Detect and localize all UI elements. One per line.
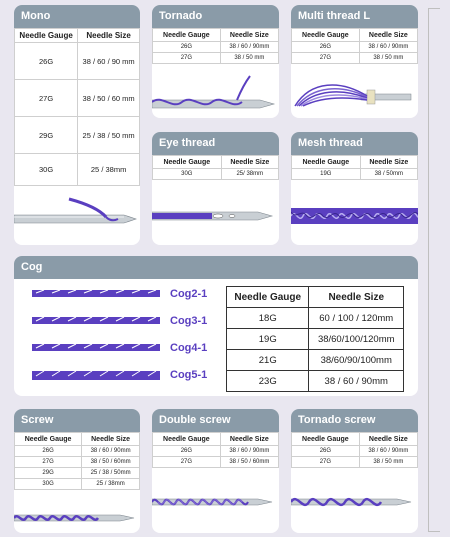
tornado-card	[152, 5, 279, 118]
cog2-1-thread	[32, 290, 160, 297]
col-header-size: Needle Size	[221, 156, 278, 169]
double-screw-needle-image	[152, 485, 279, 525]
mono-table	[14, 28, 140, 186]
page-frame-line	[428, 8, 440, 532]
cog-label: Cog2-1	[170, 288, 208, 300]
col-header-size: Needle Size	[360, 156, 417, 169]
table-cell: 38 / 50 mm	[359, 53, 417, 64]
table-cell: 19G	[227, 329, 309, 350]
cog-card	[14, 256, 418, 396]
eye-thread-needle-image	[152, 192, 279, 242]
double-screw-card	[152, 409, 279, 533]
table-cell: 38/60/100/120mm	[309, 329, 404, 350]
table-cell: 27G	[15, 457, 82, 468]
mono-title: Mono	[14, 5, 140, 28]
table-cell: 38 / 50 mm	[359, 457, 417, 468]
table-cell: 19G	[292, 169, 361, 180]
table-cell: 38/60/90/100mm	[309, 350, 404, 371]
eye-thread-title: Eye thread	[152, 132, 279, 155]
table-cell: 26G	[15, 446, 82, 457]
tornado-screw-table	[291, 432, 418, 468]
multi-thread-card	[291, 5, 418, 118]
col-header-size: Needle Size	[220, 29, 278, 42]
table-cell: 25 / 38mm	[78, 154, 140, 186]
table-cell: 26G	[292, 42, 360, 53]
table-cell: 27G	[15, 80, 78, 117]
tornado-table	[152, 28, 279, 64]
col-header-gauge: Needle Gauge	[153, 156, 222, 169]
multi-thread-table	[291, 28, 418, 64]
col-header-gauge: Needle Gauge	[153, 433, 221, 446]
col-header-gauge: Needle Gauge	[15, 433, 82, 446]
table-cell: 25/ 38mm	[221, 169, 278, 180]
table-cell: 38 / 60 / 90 mm	[78, 43, 140, 80]
table-cell: 38 / 60 / 90mm	[309, 371, 404, 392]
tornado-needle-image	[152, 70, 279, 115]
table-cell: 38 / 50 mm	[220, 53, 278, 64]
table-cell: 38 / 60 / 90mm	[359, 446, 417, 457]
mesh-thread-table	[291, 155, 418, 180]
mono-card	[14, 5, 140, 245]
screw-card	[14, 409, 140, 533]
cog-label: Cog4-1	[170, 342, 208, 354]
table-cell: 26G	[153, 446, 221, 457]
mesh-thread-image	[291, 192, 418, 242]
eye-thread-table	[152, 155, 279, 180]
multi-thread-title: Multi thread L	[291, 5, 418, 28]
col-header-size: Needle Size	[309, 287, 404, 308]
mono-needle-image	[14, 195, 140, 245]
multi-thread-needle-image	[291, 70, 418, 115]
cog5-1-thread	[32, 371, 160, 380]
table-cell: 30G	[15, 154, 78, 186]
table-cell: 27G	[292, 53, 360, 64]
table-cell: 29G	[15, 468, 82, 479]
col-header-size: Needle Size	[220, 433, 278, 446]
screw-table	[14, 432, 140, 490]
table-cell: 25 / 38 / 50mm	[82, 468, 140, 479]
screw-needle-image	[14, 507, 140, 531]
col-header-size: Needle Size	[359, 433, 417, 446]
table-cell: 38 / 50 / 60mm	[220, 457, 278, 468]
table-cell: 38 / 60 / 90mm	[220, 446, 278, 457]
table-cell: 18G	[227, 308, 309, 329]
cog-label: Cog3-1	[170, 315, 208, 327]
col-header-gauge: Needle Gauge	[227, 287, 309, 308]
table-cell: 23G	[227, 371, 309, 392]
table-cell: 30G	[15, 479, 82, 490]
cog3-1-thread	[32, 317, 160, 324]
table-cell: 29G	[15, 117, 78, 154]
mesh-thread-title: Mesh thread	[291, 132, 418, 155]
tornado-title: Tornado	[152, 5, 279, 28]
table-cell: 30G	[153, 169, 222, 180]
tornado-screw-needle-image	[291, 485, 418, 525]
table-cell: 26G	[292, 446, 360, 457]
table-cell: 26G	[15, 43, 78, 80]
cog-thread-images	[32, 284, 172, 394]
table-cell: 27G	[153, 457, 221, 468]
table-cell: 21G	[227, 350, 309, 371]
table-cell: 25 / 38mm	[82, 479, 140, 490]
cog-title: Cog	[14, 256, 418, 279]
col-header-size: Needle Size	[78, 29, 140, 43]
table-cell: 38 / 60 / 90mm	[82, 446, 140, 457]
cog-label: Cog5-1	[170, 369, 208, 381]
col-header-gauge: Needle Gauge	[153, 29, 221, 42]
table-cell: 25 / 38 / 50 mm	[78, 117, 140, 154]
eye-thread-card	[152, 132, 279, 245]
table-cell: 38 / 50mm	[360, 169, 417, 180]
cog-table	[226, 286, 404, 392]
cog4-1-thread	[32, 344, 160, 351]
double-screw-table	[152, 432, 279, 468]
col-header-gauge: Needle Gauge	[292, 156, 361, 169]
table-cell: 26G	[153, 42, 221, 53]
col-header-size: Needle Size	[82, 433, 140, 446]
screw-title: Screw	[14, 409, 140, 432]
col-header-gauge: Needle Gauge	[292, 433, 360, 446]
tornado-screw-title: Tornado screw	[291, 409, 418, 432]
table-cell: 38 / 50 / 60 mm	[78, 80, 140, 117]
tornado-screw-card	[291, 409, 418, 533]
col-header-gauge: Needle Gauge	[292, 29, 360, 42]
table-cell: 38 / 50 / 60mm	[82, 457, 140, 468]
double-screw-title: Double screw	[152, 409, 279, 432]
table-cell: 60 / 100 / 120mm	[309, 308, 404, 329]
col-header-gauge: Needle Gauge	[15, 29, 78, 43]
table-cell: 27G	[292, 457, 360, 468]
table-cell: 38 / 60 / 90mm	[359, 42, 417, 53]
col-header-size: Needle Size	[359, 29, 417, 42]
table-cell: 27G	[153, 53, 221, 64]
mesh-thread-card	[291, 132, 418, 245]
table-cell: 38 / 60 / 90mm	[220, 42, 278, 53]
